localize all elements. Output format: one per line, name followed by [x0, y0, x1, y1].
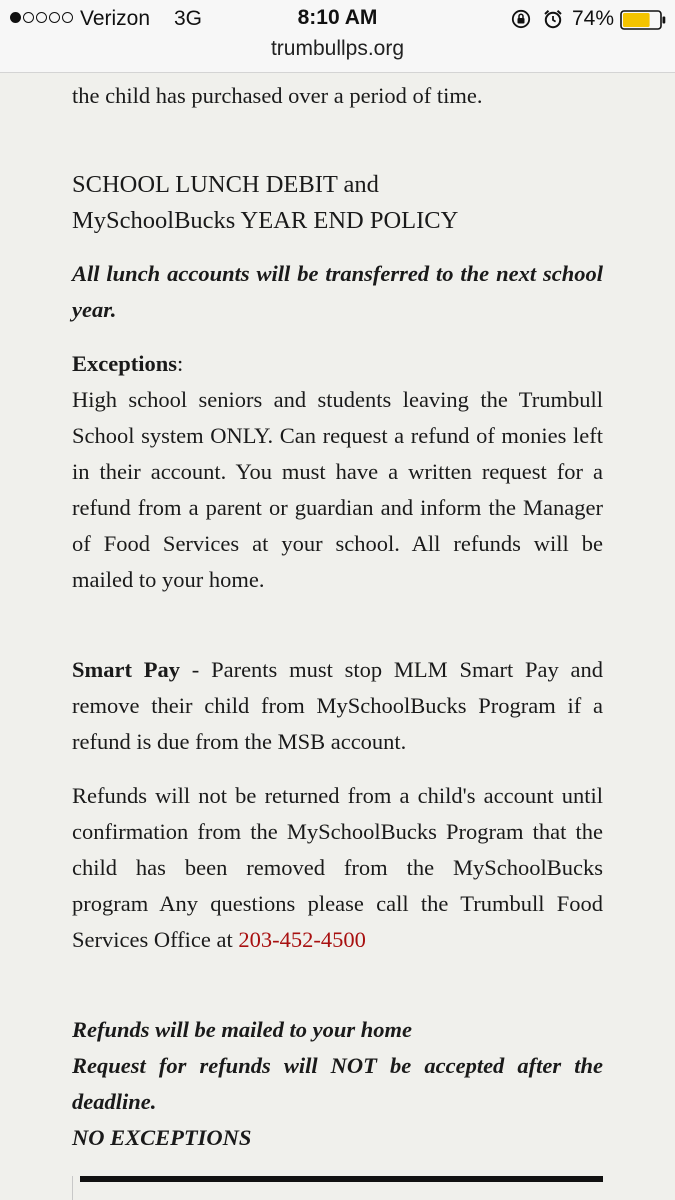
refunds-paragraph: [72, 778, 603, 958]
smart-pay-body: - Parents must stop MLM Smart Pay and remove their child from MySchoolBucks Program if a refund is due from the MSB account.: [72, 657, 603, 754]
battery-percent: 74%: [572, 7, 615, 30]
alarm-clock-icon: [543, 9, 563, 29]
carrier-name: Verizon: [80, 7, 151, 30]
address-bar-url[interactable]: trumbullps.org: [270, 37, 405, 60]
smart-pay-paragraph: [72, 652, 603, 760]
smart-pay-label: Smart Pay: [72, 657, 181, 682]
transfer-notice: All lunch accounts will be transferred to the next school year.: [72, 261, 603, 322]
content-frame-edge: [72, 1176, 73, 1200]
exceptions-heading: [72, 346, 603, 382]
policy-title-line-2: MySchoolBucks YEAR END POLICY: [72, 207, 459, 234]
status-bar: [0, 0, 675, 38]
policy-title-line-1: SCHOOL LUNCH DEBIT and: [72, 171, 379, 198]
network-type: 3G: [174, 7, 203, 30]
policy-title: [72, 167, 603, 239]
closing-line-1: Refunds will be mailed to your home: [72, 1017, 413, 1042]
footer-divider: [80, 1176, 603, 1182]
intro-text-tail: the child has purchased over a period of time.: [72, 83, 483, 108]
rotation-lock-icon: [511, 9, 531, 29]
exceptions-colon: :: [177, 351, 184, 376]
closing-notice: [72, 1012, 603, 1156]
battery-icon: [620, 10, 666, 30]
status-time: 8:10 AM: [297, 6, 378, 29]
refunds-body: Refunds will not be returned from a child's account until confirmation from the MySchoolBucks Program that the child has been removed from the MySchoolBucks program Any questions please call the Trumbull Food Services Office at: [72, 783, 603, 952]
phone-link[interactable]: 203-452-4500: [238, 927, 366, 952]
closing-line-2: Request for refunds will NOT be accepted after the deadline.: [72, 1053, 603, 1114]
browser-top-bar: [0, 0, 675, 73]
closing-line-3: NO EXCEPTIONS: [72, 1125, 252, 1150]
exceptions-body: High school seniors and students leaving the Trumbull School system ONLY. Can request a refund of monies left in their account. You must have a written request for a refund from a parent or guardian and inform the Manager of Food Services at your school. All refunds will be mailed to your home.: [72, 387, 603, 592]
exceptions-label: Exceptions: [72, 351, 178, 376]
